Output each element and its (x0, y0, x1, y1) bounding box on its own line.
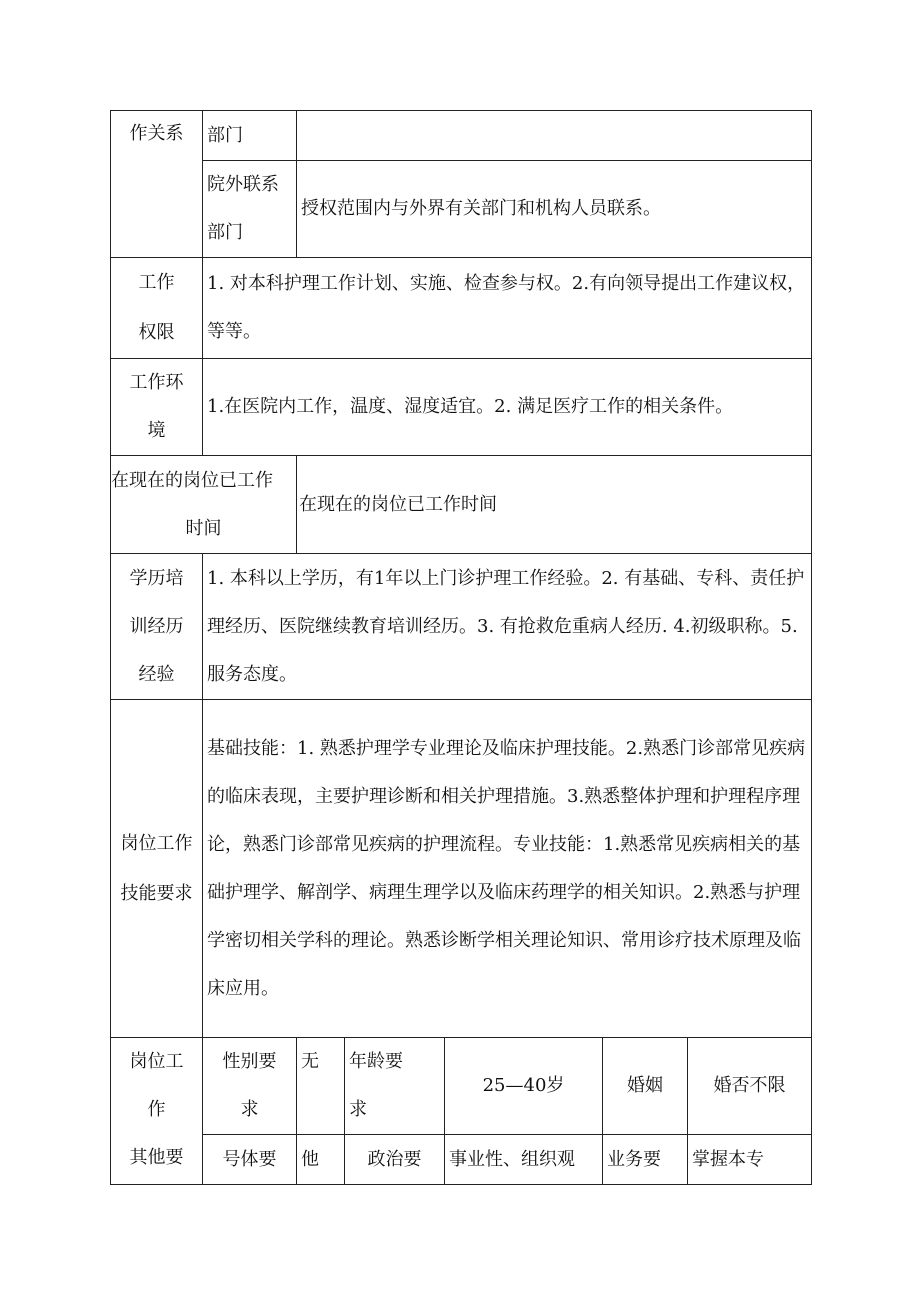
skills-label (111, 700, 203, 1038)
body-value: 他 (297, 1135, 345, 1185)
internal-dept-label: 部门 (203, 111, 297, 161)
age-label-line1: 年龄要 (349, 1051, 403, 1072)
other-row-1 (111, 1038, 812, 1135)
authority-text: 1. 对本科护理工作计划、实施、检查参与权。2.有向领导提出工作建议权，等等。 (203, 258, 812, 359)
skills-label-line2: 技能要求 (120, 882, 193, 904)
other-row-2 (111, 1135, 812, 1185)
body-label: 号体要 (203, 1135, 297, 1185)
other-label-line3: 其他要 (129, 1147, 184, 1168)
environment-label (111, 359, 203, 456)
other-label (111, 1038, 203, 1185)
education-label-line2: 训经历 (129, 615, 184, 637)
tenure-label-line2: 时间 (185, 517, 222, 539)
skills-label-line1: 岗位工作 (120, 832, 193, 854)
external-dept-label (203, 161, 297, 258)
skills-heading: 基础技能： (207, 737, 297, 759)
authority-label (111, 258, 203, 359)
job-description-table (110, 110, 812, 1185)
business-label: 业务要 (603, 1135, 688, 1185)
skills-row (111, 700, 812, 1038)
internal-dept-value (297, 111, 812, 161)
age-label (345, 1038, 445, 1135)
education-label-line3: 经验 (138, 663, 175, 685)
external-dept-label-line1: 院外联系 (207, 174, 279, 195)
gender-label (203, 1038, 297, 1135)
politics-label: 政治要 (345, 1135, 445, 1185)
external-dept-value: 授权范围内与外界有关部门和机构人员联系。 (297, 161, 812, 258)
age-value: 25—40岁 (445, 1038, 603, 1135)
education-label (111, 554, 203, 700)
tenure-row (111, 456, 812, 554)
education-label-line1: 学历培 (129, 567, 184, 589)
age-label-line2: 求 (349, 1099, 367, 1120)
gender-value: 无 (297, 1038, 345, 1135)
authority-label-line1: 工作 (138, 272, 175, 293)
work-relations-row-internal (111, 111, 812, 161)
gender-label-line2: 求 (240, 1099, 259, 1120)
tenure-value: 在现在的岗位已工作时间 (297, 456, 812, 554)
environment-label-line2: 境 (147, 420, 166, 441)
environment-label-line1: 工作环 (129, 372, 184, 393)
authority-row (111, 258, 812, 359)
work-relations-label: 作关系 (111, 111, 203, 258)
other-label-line2: 作 (147, 1099, 166, 1120)
skills-content (203, 700, 812, 1038)
other-label-line1: 岗位工 (129, 1051, 184, 1072)
skills-text: 1. 熟悉护理学专业理论及临床护理技能。2.熟悉门诊部常见疾病的临床表现，主要护理诊断和相关护理措施。3.熟悉整体护理和护理程序理论，熟悉门诊部常见疾病的护理流程。专业技能：1.熟悉常见疾病相关的基础护理学、解剖学、病理生理学以及临床药理学的相关知识。2.熟悉与护理学密切相关学科的理论。熟悉诊断学相关理论知识、常用诊疗技术原理及临床应用。 (207, 737, 806, 999)
tenure-label-line1: 在现在的岗位已工作 (111, 469, 273, 491)
environment-row (111, 359, 812, 456)
business-value: 掌握本专 (688, 1135, 812, 1185)
external-dept-label-line2: 部门 (207, 222, 243, 243)
marriage-label: 婚姻 (603, 1038, 688, 1135)
politics-value: 事业性、组织观 (445, 1135, 603, 1185)
tenure-label (111, 456, 297, 554)
authority-label-line2: 权限 (138, 322, 175, 343)
education-row (111, 554, 812, 700)
education-text: 1. 本科以上学历，有1年以上门诊护理工作经验。2. 有基础、专科、责任护理经历、医院继续教育培训经历。3. 有抢救危重病人经历. 4.初级职称。5. 服务态度。 (203, 554, 812, 700)
environment-text: 1.在医院内工作，温度、湿度适宜。2. 满足医疗工作的相关条件。 (203, 359, 812, 456)
gender-label-line1: 性别要 (222, 1051, 277, 1072)
marriage-value: 婚否不限 (688, 1038, 812, 1135)
work-relations-row-external (111, 161, 812, 258)
